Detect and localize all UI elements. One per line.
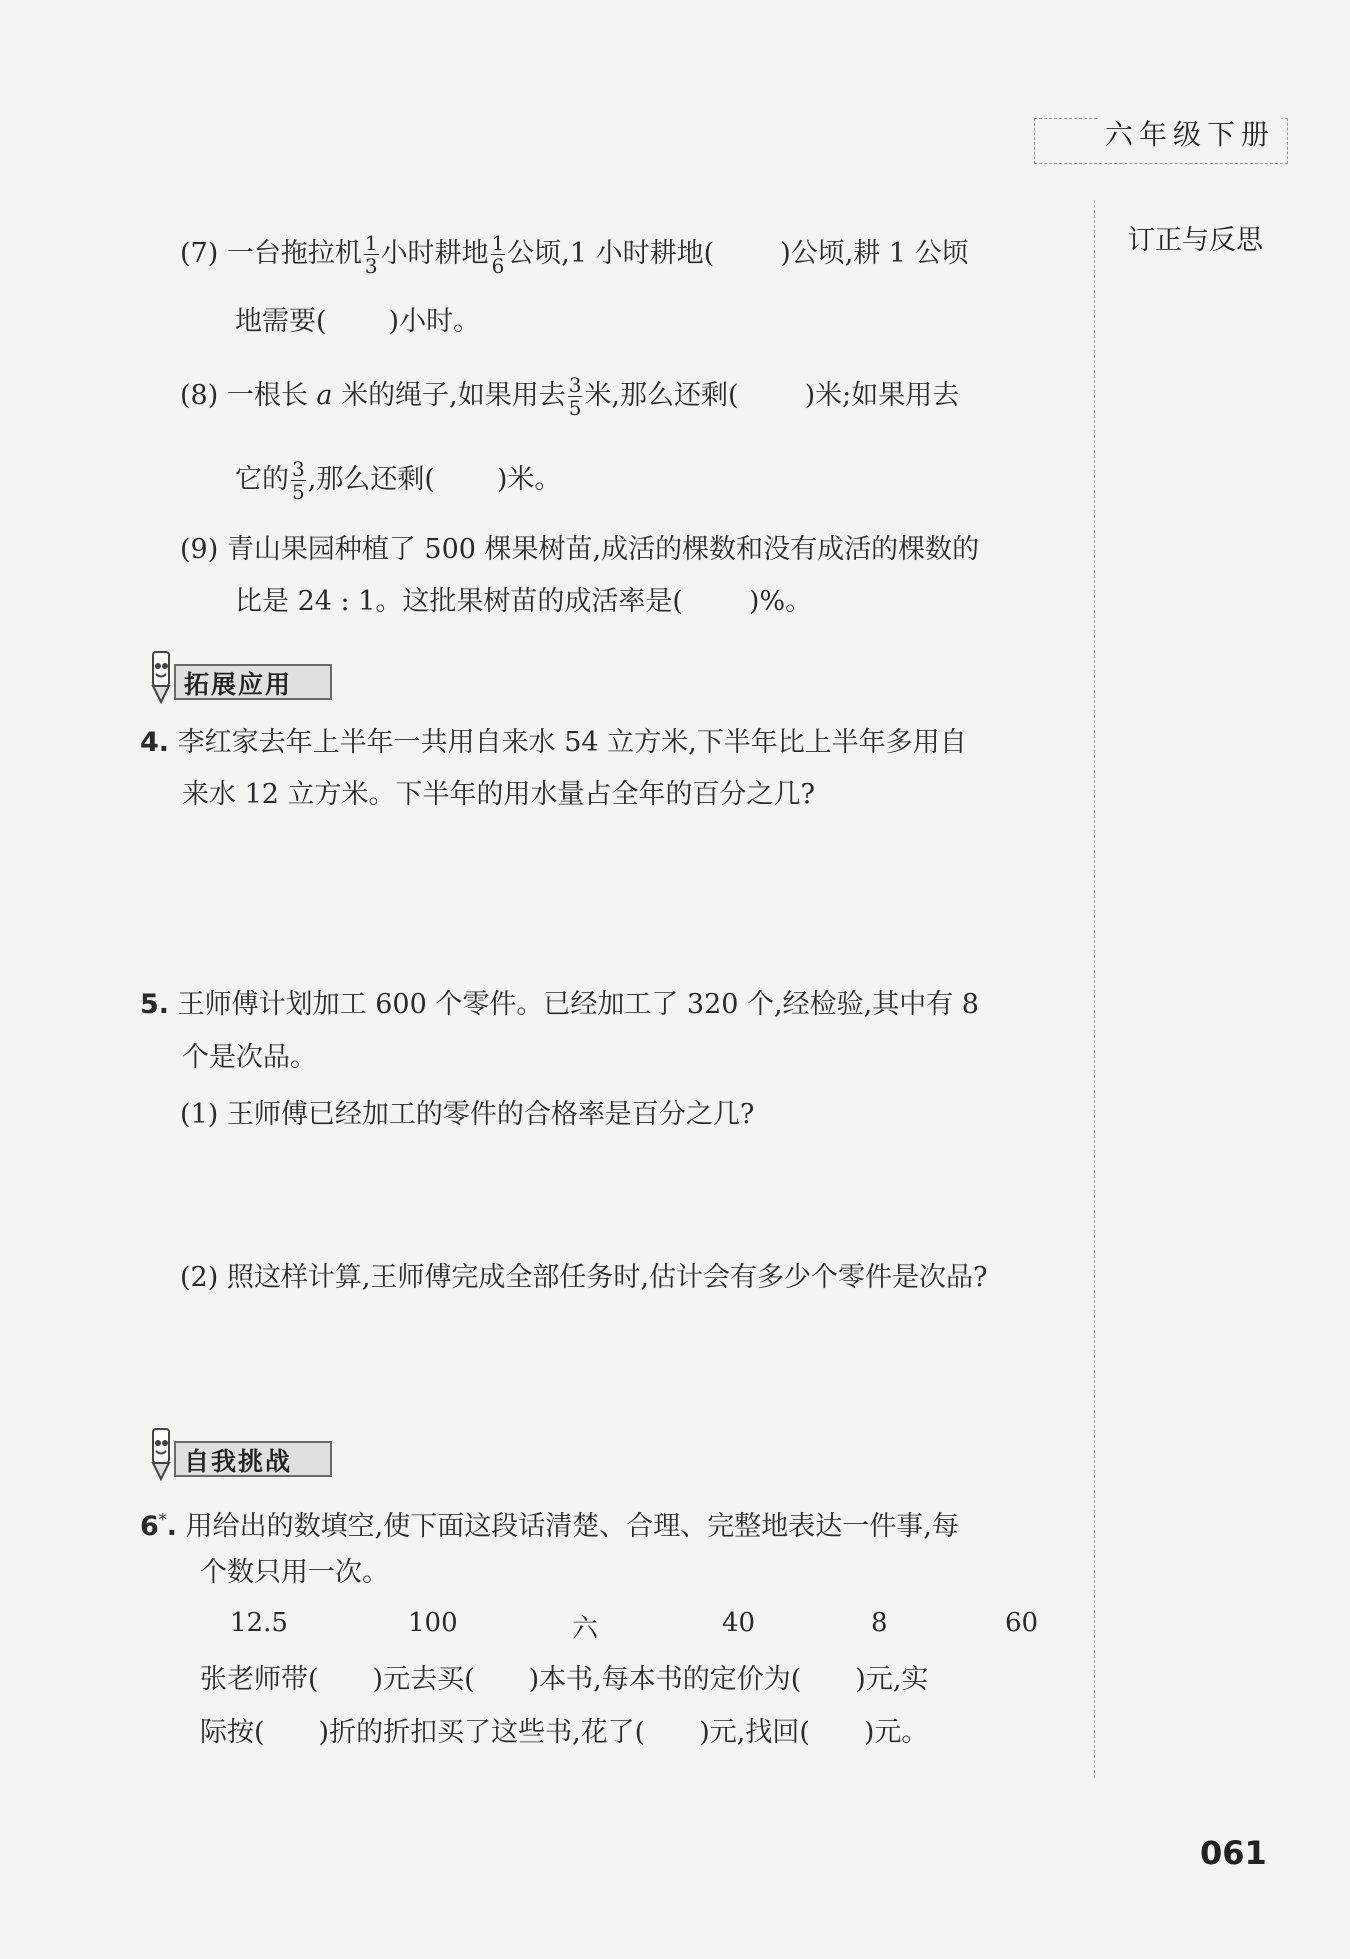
grade-label: 六年级下册 (1099, 113, 1281, 153)
section-title: 拓展应用 (184, 670, 293, 699)
question-4-line-1: 4. 李红家去年上半年一共用自来水 54 立方米,下半年比上半年多用自 (140, 727, 967, 758)
pencil-mascot-icon (144, 646, 178, 706)
given-number: 100 (408, 1608, 458, 1638)
fraction: $\frac{1}{3}$ (364, 231, 378, 278)
section-header-extend (144, 660, 344, 702)
given-number: 8 (871, 1608, 888, 1638)
question-7-line-2: 地需要( )小时。 (235, 306, 481, 337)
question-5-sub-2: (2) 照这样计算,王师傅完成全部任务时,估计会有多少个零件是次品? (180, 1262, 988, 1293)
given-number: 60 (1005, 1608, 1039, 1638)
question-6-fill-line-1: 张老师带( )元去买( )本书,每本书的定价为( )元,实 (200, 1664, 929, 1695)
correction-column-title: 订正与反思 (1128, 225, 1263, 256)
question-8-line-1: (8) 一根长 a 米的绳子,如果用去 $\frac{3}{5}$ 米,那么还剩( )米;如果用去 (180, 373, 960, 420)
page-number: 061 (1200, 1834, 1267, 1872)
question-9-line-1: (9) 青山果园种植了 500 棵果树苗,成活的棵数和没有成活的棵数的 (180, 534, 980, 565)
question-9-line-2: 比是 24 : 1。这批果树苗的成活率是( )%。 (235, 586, 813, 617)
section-header-challenge (144, 1437, 344, 1479)
question-8-line-2: 它的 $\frac{3}{5}$ ,那么还剩( )米。 (235, 457, 562, 504)
correction-column-divider (1094, 200, 1095, 1778)
given-number: 40 (722, 1608, 756, 1638)
question-5-line-1: 5. 王师傅计划加工 600 个零件。已经加工了 320 个,经检验,其中有 8 (140, 989, 979, 1020)
question-5-line-2: 个是次品。 (182, 1042, 317, 1073)
section-title: 自我挑战 (184, 1447, 293, 1476)
given-number: 12.5 (230, 1608, 288, 1638)
question-7-line-1: (7) 一台拖拉机 $\frac{1}{3}$ 小时耕地 $\frac{1}{6}$ 公顷,1 小时耕地( )公顷,耕 1 公顷 (180, 231, 969, 278)
given-number: 六 (572, 1614, 599, 1644)
grade-header-box (1034, 118, 1288, 164)
fraction: $\frac{3}{5}$ (292, 457, 305, 504)
question-4-line-2: 来水 12 立方米。下半年的用水量占全年的百分之几? (182, 779, 815, 810)
question-6-line-1: 6*. 用给出的数填空,使下面这段话清楚、合理、完整地表达一件事,每 (140, 1510, 959, 1542)
fraction: $\frac{1}{6}$ (491, 231, 505, 278)
question-5-sub-1: (1) 王师傅已经加工的零件的合格率是百分之几? (180, 1099, 755, 1130)
question-6-line-2: 个数只用一次。 (200, 1557, 389, 1588)
pencil-mascot-icon (144, 1423, 178, 1483)
question-6-fill-line-2: 际按( )折的折扣买了这些书,花了( )元,找回( )元。 (200, 1717, 929, 1748)
fraction: $\frac{3}{5}$ (568, 373, 582, 420)
